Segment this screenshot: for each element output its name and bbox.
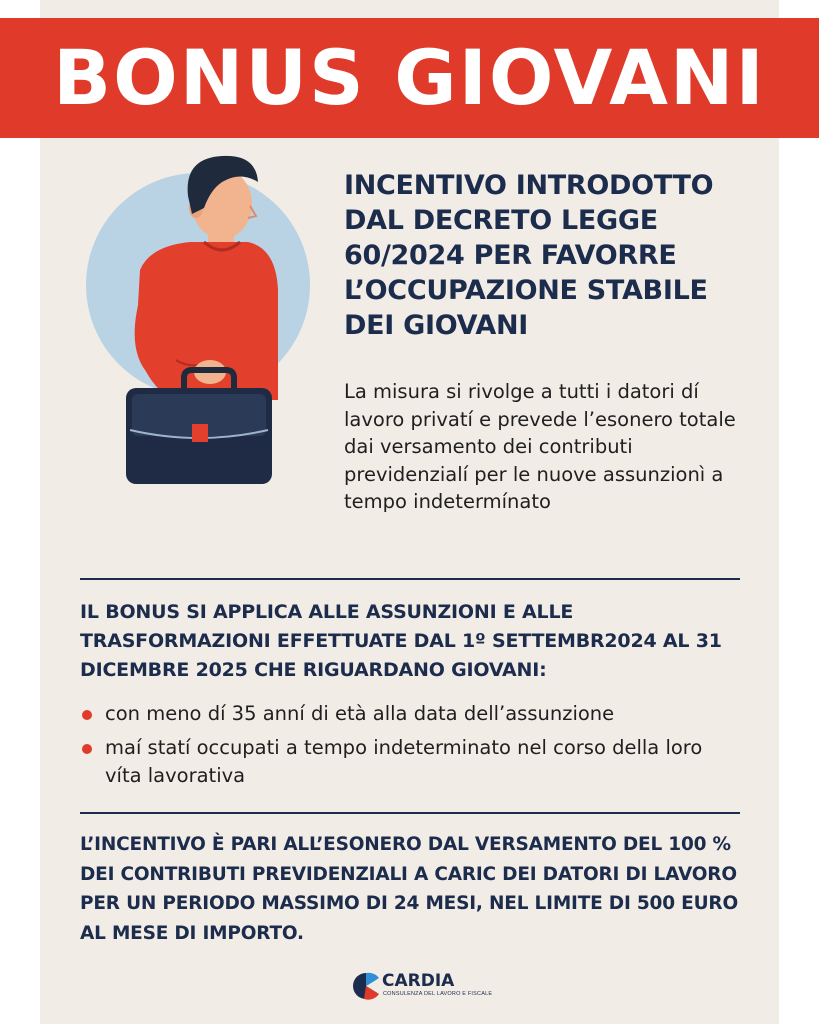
list-item [80,700,740,728]
section-title: IL BONUS SI APPLICA ALLE ASSUNZIONI E ALLE TRASFORMAZIONI EFFETTUATE DAL 1º SETTEMBR2024 AL 31 DICEMBRE 2025 CHE RIGUARDANO GIOVANI: [80,601,722,681]
list-item [80,734,740,790]
red-dot-icon [82,744,92,754]
person-with-briefcase-icon [80,150,330,495]
logo-name: CARDIA [382,971,455,991]
red-dot-icon [82,710,92,720]
list-item-text: con meno dí 35 anní di età alla data dell’assunzione [105,702,615,725]
incentive-text: L’INCENTIVO È PARI ALL’ESONERO DAL VERSAMENTO DEL 100 % DEI CONTRIBUTI PREVIDENZIALI A CARIC DEI DATORI DI LAVORO PER UN PERIODO MASSIMO DI 24 MESI, NEL LIMITE DI 500 EURO AL MESE DI IMPORTO. [80,834,738,944]
headline: INCENTIVO INTRODOTTO DAL DECRETO LEGGE 60/2024 PER FAVORRE L’OCCUPAZIONE STABILE DEI GIOVANI [344,170,714,341]
divider [80,578,740,580]
cardia-logo-icon [352,972,380,1000]
title-banner [0,18,819,138]
page-title: BONUS GIOVANI [53,33,766,122]
company-logo [352,970,502,1004]
logo-tagline: CONSULENZA DEL LAVORO E FISCALE [383,991,493,997]
list-item-text: maí statí occupati a tempo indeterminato nel corso della loro víta lavorativa [105,736,703,787]
divider [80,812,740,814]
intro-text: La misura si rivolge a tutti i datori dí lavoro privatí e prevede l’esonero totale dai versamento dei contributi previdenzialí per le nuove assunzionì a tempo indetermínato [344,380,736,513]
requirements-list [80,700,740,796]
